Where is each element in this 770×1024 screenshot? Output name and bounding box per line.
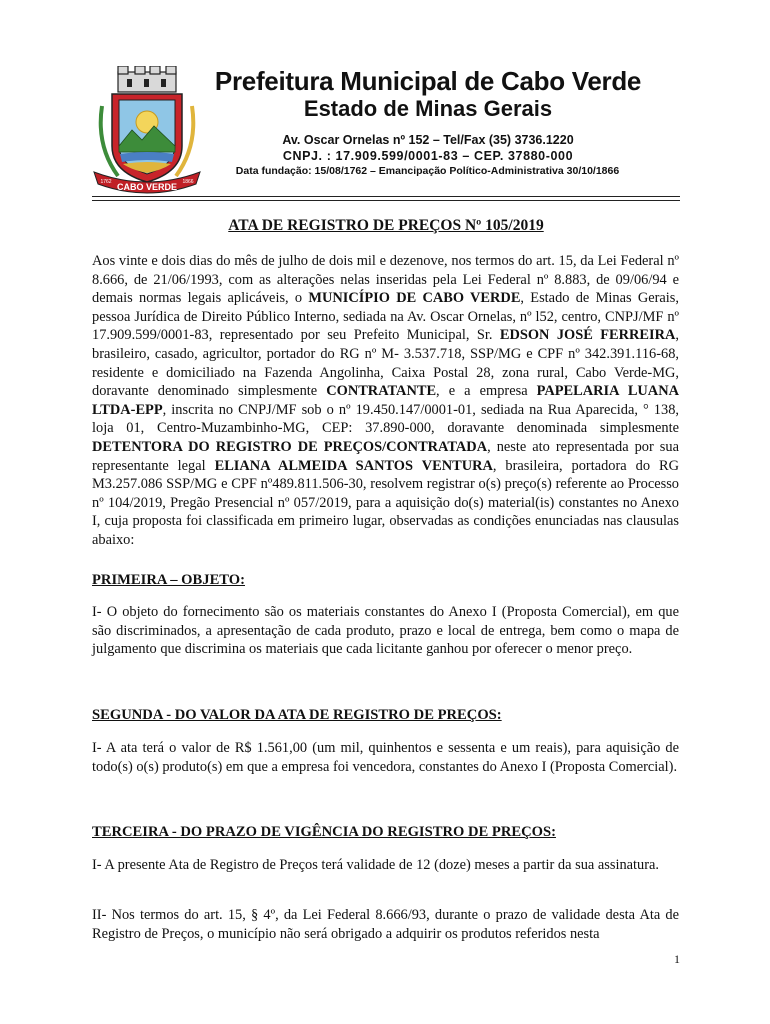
header-divider-thin — [92, 200, 680, 201]
municipality-title: Prefeitura Municipal de Cabo Verde — [214, 66, 642, 96]
section-terceira-paragraph-1: I- A presente Ata de Registro de Preços terá validade de 12 (doze) meses a partir da sua assinatura. — [92, 857, 660, 873]
address-line: Av. Oscar Ornelas nº 152 – Tel/Fax (35) 3736.1220 — [282, 133, 574, 147]
intro-text-run: , brasileira, portadora do RG M3.257.086 SSP/MG e CPF nº489.811.506-30, resolvem registrar o(s) preço(s) referente ao Processo nº 104/2019, Pregão Presencial nº 057/2019, para a aquisição do(s) material(is) constantes no Anexo I, cuja proposta foi classificada em primeiro lugar, observadas as condições enunciadas nas clausulas abaixo: — [92, 457, 679, 548]
crest-year-right: 1866 — [182, 179, 194, 185]
cnpj-line: CNPJ. : 17.909.599/0001-83 – CEP. 37880-000 — [282, 149, 574, 163]
intro-text-run: , Estado de Minas Gerais, pessoa Jurídica de Direito Público Interno, sediada na Av. Oscar Ornelas, nº l52, centro, CNPJ/MF nº 17.909.599/0001-83, representado por seu Prefeito Municipal, Sr. — [92, 290, 679, 344]
page-number: 1 — [674, 952, 680, 966]
crest-banner-text: CABO VERDE — [116, 182, 178, 192]
intro-text-run: Aos vinte e dois dias do mês de julho de dois mil e dezenove, nos termos do art. 15, da Lei Federal nº 8.666, de 21/06/1993, com as alterações nelas inseridas pela Lei Federal nº 8.883, de 09/06/94 e demais normas legais aplicáveis, o — [92, 253, 679, 307]
section-heading-terceira: TERCEIRA - DO PRAZO DE VIGÊNCIA DO REGISTRO DE PREÇOS: — [92, 824, 556, 840]
intro-paragraph — [92, 252, 679, 550]
bold-party-name: DETENTORA DO REGISTRO DE PREÇOS/CONTRATADA — [92, 438, 488, 455]
state-subtitle: Estado de Minas Gerais — [303, 96, 553, 121]
bold-party-name: CONTRATANTE — [326, 383, 437, 400]
document-title: ATA DE REGISTRO DE PREÇOS Nº 105/2019 — [228, 217, 544, 234]
bold-party-name: ELIANA ALMEIDA SANTOS VENTURA — [214, 457, 493, 474]
intro-text-run: , brasileiro, casado, agricultor, portador do RG nº M- 3.537.718, SSP/MG e CPF nº 342.391.116-68, residente e domiciliado na Fazenda Angolinha, Caixa Postal 28, zona rural, Cabo Verde-MG, doravante denominado simplesmente — [92, 327, 679, 400]
intro-text-run: , inscrita no CNPJ/MF sob o nº 19.450.147/0001-01, sediada na Rua Aparecida, ° 138, loja 01, Centro-Muzambinho-MG, CEP: 37.890-000, doravante denominada simplesmente — [92, 401, 679, 437]
municipal-crest-icon — [92, 66, 202, 196]
founding-date-line: Data fundação: 15/08/1762 – Emancipação Político-Administrativa 30/10/1866 — [235, 165, 620, 177]
section-primeira-paragraph: I- O objeto do fornecimento são os materiais constantes do Anexo I (Proposta Comercial), em que são discriminados, a apresentação de cada produto, prazo e local de entrega, bem como o mapa de julgamento que discrimina os materiais que cada licitante ganhou por oferecer o menor preço. — [92, 604, 679, 658]
bold-party-name: MUNICÍPIO DE CABO VERDE — [308, 290, 521, 307]
section-heading-segunda: SEGUNDA - DO VALOR DA ATA DE REGISTRO DE PREÇOS: — [92, 707, 502, 723]
section-heading-primeira: PRIMEIRA – OBJETO: — [92, 572, 245, 588]
header-divider — [92, 196, 680, 197]
intro-text-run: , neste ato representada por sua representante legal — [92, 438, 679, 474]
bold-party-name: EDSON JOSÉ FERREIRA — [499, 327, 676, 344]
crest-year-left: 1762 — [100, 179, 112, 185]
bold-party-name: PAPELARIA LUANA LTDA-EPP — [92, 383, 679, 418]
section-terceira-paragraph-2: II- Nos termos do art. 15, § 4º, da Lei Federal 8.666/93, durante o prazo de validade desta Ata de Registro de Preços, o município não será obrigado a adquirir os produtos referidos nesta — [92, 907, 679, 942]
section-segunda-paragraph: I- A ata terá o valor de R$ 1.561,00 (um mil, quinhentos e sessenta e um reais), para aquisição de todo(s) o(s) produto(s) em que a empresa foi vencedora, constantes do Anexo I (Proposta Comercial). — [92, 740, 679, 775]
intro-text-run: , e a empresa — [436, 383, 537, 400]
